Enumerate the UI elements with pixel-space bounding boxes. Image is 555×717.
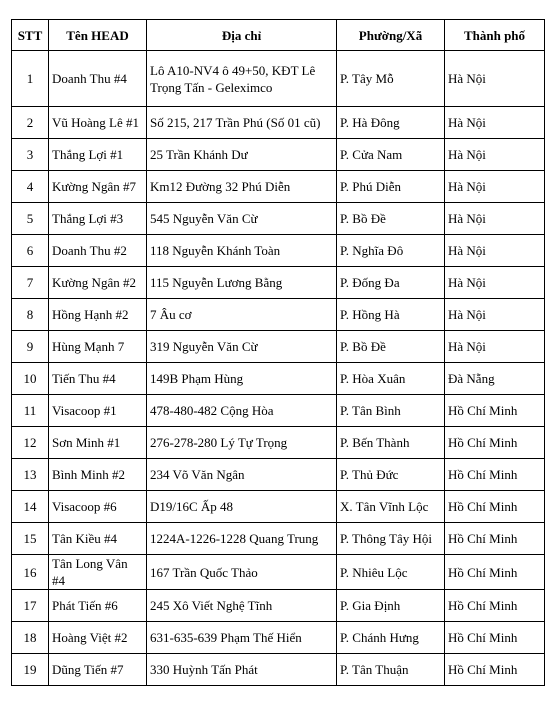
cell-city: Hà Nội bbox=[445, 331, 545, 363]
cell-address: 25 Trần Khánh Dư bbox=[147, 139, 337, 171]
table-row bbox=[12, 235, 545, 267]
cell-address: D19/16C Ấp 48 bbox=[147, 491, 337, 523]
cell-city: Hà Nội bbox=[445, 171, 545, 203]
cell-city: Hà Nội bbox=[445, 139, 545, 171]
cell-city: Hà Nội bbox=[445, 299, 545, 331]
cell-head-name: Doanh Thu #4 bbox=[49, 51, 147, 107]
cell-city: Hồ Chí Minh bbox=[445, 654, 545, 686]
cell-stt: 14 bbox=[12, 491, 49, 523]
cell-city: Hồ Chí Minh bbox=[445, 427, 545, 459]
cell-stt: 7 bbox=[12, 267, 49, 299]
cell-city: Hồ Chí Minh bbox=[445, 491, 545, 523]
cell-ward: P. Thông Tây Hội bbox=[337, 523, 445, 555]
head-table bbox=[11, 19, 545, 686]
cell-ward: P. Bến Thành bbox=[337, 427, 445, 459]
cell-head-name: Visacoop #1 bbox=[49, 395, 147, 427]
table-row bbox=[12, 363, 545, 395]
table-row bbox=[12, 654, 545, 686]
cell-stt: 13 bbox=[12, 459, 49, 491]
cell-ward: P. Tân Thuận bbox=[337, 654, 445, 686]
cell-ward: X. Tân Vĩnh Lộc bbox=[337, 491, 445, 523]
cell-head-name: Phát Tiến #6 bbox=[49, 590, 147, 622]
cell-stt: 11 bbox=[12, 395, 49, 427]
table-row bbox=[12, 139, 545, 171]
cell-head-name: Hùng Mạnh 7 bbox=[49, 331, 147, 363]
cell-head-name: Hoàng Việt #2 bbox=[49, 622, 147, 654]
cell-ward: P. Hồng Hà bbox=[337, 299, 445, 331]
cell-city: Hồ Chí Minh bbox=[445, 555, 545, 590]
table-row bbox=[12, 491, 545, 523]
cell-ward: P. Hà Đông bbox=[337, 107, 445, 139]
table-row bbox=[12, 267, 545, 299]
header-address: Địa chỉ bbox=[147, 20, 337, 51]
cell-ward: P. Bồ Đề bbox=[337, 203, 445, 235]
header-head-name: Tên HEAD bbox=[49, 20, 147, 51]
cell-address: 276-278-280 Lý Tự Trọng bbox=[147, 427, 337, 459]
cell-ward: P. Cửa Nam bbox=[337, 139, 445, 171]
table-row bbox=[12, 459, 545, 491]
table-row bbox=[12, 590, 545, 622]
table-row bbox=[12, 555, 545, 590]
cell-city: Hà Nội bbox=[445, 203, 545, 235]
cell-address: 234 Võ Văn Ngân bbox=[147, 459, 337, 491]
cell-head-name: Thắng Lợi #1 bbox=[49, 139, 147, 171]
cell-head-name: Doanh Thu #2 bbox=[49, 235, 147, 267]
cell-stt: 19 bbox=[12, 654, 49, 686]
cell-stt: 1 bbox=[12, 51, 49, 107]
table-row bbox=[12, 299, 545, 331]
cell-city: Hồ Chí Minh bbox=[445, 590, 545, 622]
header-row bbox=[12, 20, 545, 51]
cell-city: Hà Nội bbox=[445, 267, 545, 299]
cell-stt: 6 bbox=[12, 235, 49, 267]
cell-address: Km12 Đường 32 Phú Diễn bbox=[147, 171, 337, 203]
table-row bbox=[12, 622, 545, 654]
cell-ward: P. Chánh Hưng bbox=[337, 622, 445, 654]
cell-address: 245 Xô Viết Nghệ Tĩnh bbox=[147, 590, 337, 622]
cell-head-name: Kường Ngân #2 bbox=[49, 267, 147, 299]
table-row bbox=[12, 523, 545, 555]
cell-head-name: Tân Kiều #4 bbox=[49, 523, 147, 555]
cell-stt: 10 bbox=[12, 363, 49, 395]
cell-address: 7 Âu cơ bbox=[147, 299, 337, 331]
cell-head-name: Vũ Hoàng Lê #1 bbox=[49, 107, 147, 139]
cell-city: Đà Nẵng bbox=[445, 363, 545, 395]
cell-stt: 9 bbox=[12, 331, 49, 363]
cell-head-name: Hồng Hạnh #2 bbox=[49, 299, 147, 331]
cell-ward: P. Thủ Đức bbox=[337, 459, 445, 491]
cell-head-name: Tân Long Vân #4 bbox=[49, 555, 147, 590]
table-row bbox=[12, 171, 545, 203]
cell-ward: P. Nghĩa Đô bbox=[337, 235, 445, 267]
cell-head-name: Dũng Tiến #7 bbox=[49, 654, 147, 686]
cell-address: 167 Trần Quốc Thảo bbox=[147, 555, 337, 590]
cell-address: 478-480-482 Cộng Hòa bbox=[147, 395, 337, 427]
table-row bbox=[12, 203, 545, 235]
cell-ward: P. Hòa Xuân bbox=[337, 363, 445, 395]
table-row bbox=[12, 331, 545, 363]
cell-address: 545 Nguyễn Văn Cừ bbox=[147, 203, 337, 235]
cell-ward: P. Phú Diễn bbox=[337, 171, 445, 203]
table-row bbox=[12, 395, 545, 427]
cell-city: Hà Nội bbox=[445, 235, 545, 267]
cell-city: Hà Nội bbox=[445, 51, 545, 107]
cell-address: Số 215, 217 Trần Phú (Số 01 cũ) bbox=[147, 107, 337, 139]
cell-head-name: Tiến Thu #4 bbox=[49, 363, 147, 395]
cell-address: 631-635-639 Phạm Thế Hiển bbox=[147, 622, 337, 654]
cell-ward: P. Gia Định bbox=[337, 590, 445, 622]
cell-stt: 17 bbox=[12, 590, 49, 622]
cell-head-name: Sơn Minh #1 bbox=[49, 427, 147, 459]
cell-stt: 5 bbox=[12, 203, 49, 235]
cell-ward: P. Nhiêu Lộc bbox=[337, 555, 445, 590]
cell-city: Hồ Chí Minh bbox=[445, 622, 545, 654]
cell-stt: 16 bbox=[12, 555, 49, 590]
cell-address: 1224A-1226-1228 Quang Trung bbox=[147, 523, 337, 555]
cell-address: Lô A10-NV4 ô 49+50, KĐT Lê Trọng Tấn - Geleximco bbox=[147, 51, 337, 107]
cell-head-name: Bình Minh #2 bbox=[49, 459, 147, 491]
cell-stt: 8 bbox=[12, 299, 49, 331]
cell-head-name: Kường Ngân #7 bbox=[49, 171, 147, 203]
cell-stt: 18 bbox=[12, 622, 49, 654]
cell-stt: 2 bbox=[12, 107, 49, 139]
header-stt: STT bbox=[12, 20, 49, 51]
header-ward: Phường/Xã bbox=[337, 20, 445, 51]
table-row bbox=[12, 427, 545, 459]
cell-stt: 3 bbox=[12, 139, 49, 171]
table-row bbox=[12, 51, 545, 107]
cell-head-name: Visacoop #6 bbox=[49, 491, 147, 523]
table-header bbox=[12, 20, 545, 51]
cell-stt: 15 bbox=[12, 523, 49, 555]
cell-address: 115 Nguyễn Lương Bằng bbox=[147, 267, 337, 299]
cell-head-name: Thắng Lợi #3 bbox=[49, 203, 147, 235]
table-body bbox=[12, 51, 545, 686]
cell-city: Hà Nội bbox=[445, 107, 545, 139]
header-city: Thành phố bbox=[445, 20, 545, 51]
cell-ward: P. Tân Bình bbox=[337, 395, 445, 427]
cell-address: 319 Nguyễn Văn Cừ bbox=[147, 331, 337, 363]
cell-city: Hồ Chí Minh bbox=[445, 459, 545, 491]
cell-ward: P. Đống Đa bbox=[337, 267, 445, 299]
cell-city: Hồ Chí Minh bbox=[445, 395, 545, 427]
cell-address: 118 Nguyễn Khánh Toàn bbox=[147, 235, 337, 267]
table-row bbox=[12, 107, 545, 139]
cell-ward: P. Tây Mỗ bbox=[337, 51, 445, 107]
cell-city: Hồ Chí Minh bbox=[445, 523, 545, 555]
cell-address: 330 Huỳnh Tấn Phát bbox=[147, 654, 337, 686]
cell-ward: P. Bồ Đề bbox=[337, 331, 445, 363]
cell-address: 149B Phạm Hùng bbox=[147, 363, 337, 395]
cell-stt: 4 bbox=[12, 171, 49, 203]
cell-stt: 12 bbox=[12, 427, 49, 459]
